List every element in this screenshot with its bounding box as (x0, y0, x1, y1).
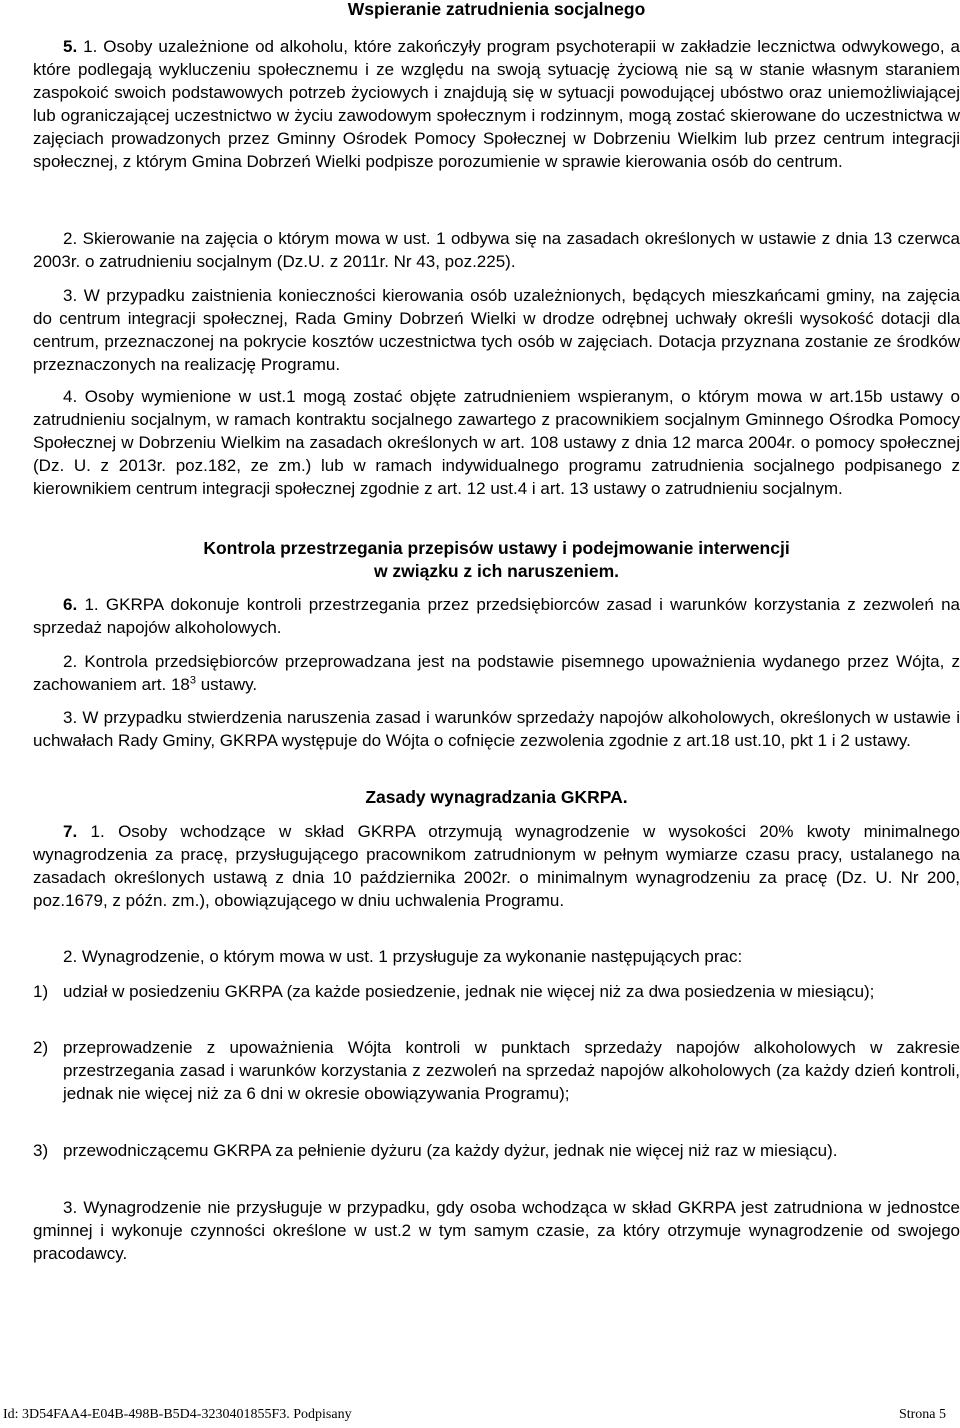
paragraph-5-4: 4. Osoby wymienione w ust.1 mogą zostać objęte zatrudnieniem wspieranym, o którym mowa w art.15b ustawy o zatrudnieniu socjalnym, w ramach kontraktu socjalnego zawartego z pracownikiem socjalnym Gminnego Ośrodka Pomocy Społecznej w Dobrzeniu Wielkim na zasadach określonych w art. 108 ustawy z dnia 12 marca 2004r. o pomocy społecznej (Dz. U. z 2013r. poz.182, ze zm.) lub w ramach indywidualnego programu zatrudnienia socjalnego podpisanego z kierownikiem centrum integracji społecznej zgodnie z art. 12 ust.4 i art. 13 ustawy o zatrudnieniu socjalnym. (33, 387, 960, 499)
page-footer (0, 1405, 960, 1425)
paragraph-5-1: 5. 1. Osoby uzależnione od alkoholu, które zakończyły program psychoterapii w zakładzie lecznictwa odwykowego, a które podlegają wykluczeniu społecznemu i ze względu na swoją sytuację życiową nie są w stanie własnym staraniem zaspokoić swoich podstawowych potrzeb życiowych i znajdują się w sytuacji powodującej ubóstwo oraz uniemożliwiającej lub ograniczającej uczestnictwo w życiu zawodowym społecznym i rodzinnym, mogą zostać skierowane do uczestnictwa w zajęciach prowadzonych przez Gminny Ośrodek Pomocy Społecznej w Dobrzeniu Wielkim lub przez centrum integracji społecznej, z którym Gmina Dobrzeń Wielki podpisze porozumienie w sprawie kierowania osób do centrum. (33, 37, 960, 172)
paragraph-5-3: 3. W przypadku zaistnienia konieczności kierowania osób uzależnionych, będących mieszkańcami gminy, na zajęcia do centrum integracji społecznej, Rada Gminy Dobrzeń Wielki w drodze odrębnej uchwały określi wysokość dotacji dla centrum, przeznaczonej na pokrycie kosztów uczestnictwa tych osób w zajęciach. Dotacja przyznana zostanie ze środków przeznaczonych na realizację Programu. (33, 286, 960, 375)
page-number: Strona 5 (898, 1407, 946, 1422)
paragraph-5-2: 2. Skierowanie na zajęcia o którym mowa w ust. 1 odbywa się na zasadach określonych w ustawie z dnia 13 czerwca 2003r. o zatrudnieniu socjalnym (Dz.U. z 2011r. Nr 43, poz.225). (33, 229, 960, 272)
list-item: 2) przeprowadzenie z upoważnienia Wójta kontroli w punktach sprzedaży napojów alkoholowych w zakresie przestrzegania zasad i warunków korzystania z zezwoleń na sprzedaż napojów alkoholowych (za każdy dzień kontroli, jednak nie więcej niż za 6 dni w okresie obowiązywania Programu); (33, 1038, 960, 1104)
document-id: Id: 3D54FAA4-E04B-498B-B5D4-3230401855F3. Podpisany (3, 1407, 352, 1422)
section-number: 7. (63, 822, 78, 841)
list-item: 1) udział w posiedzeniu GKRPA (za każde posiedzenie, jednak nie więcej niż za dwa posiedzenia w miesiącu); (33, 982, 875, 1001)
section-number: 5. (63, 37, 78, 56)
paragraph-7-2: 2. Wynagrodzenie, o którym mowa w ust. 1 przysługuje za wykonanie następujących prac: (63, 947, 743, 966)
section-number: 6. (63, 595, 78, 614)
section-heading-control-line1: Kontrola przestrzegania przepisów ustawy i podejmowanie interwencji (203, 538, 790, 558)
section-heading-employment: Wspieranie zatrudnienia socjalnego (347, 0, 646, 19)
paragraph-6-1: 6. 1. GKRPA dokonuje kontroli przestrzegania przez przedsiębiorców zasad i warunków korzystania z zezwoleń na sprzedaż napojów alkoholowych. (33, 595, 960, 638)
paragraph-6-2: 2. Kontrola przedsiębiorców przeprowadzana jest na podstawie pisemnego upoważnienia wydanego przez Wójta, z zachowaniem art. $18^3$ ustawy. (33, 652, 960, 695)
paragraph-7-1: 7. 1. Osoby wchodzące w skład GKRPA otrzymują wynagrodzenie w wysokości 20% kwoty minimalnego wynagrodzenia za pracę, przysługującego pracownikom zatrudnionym w pełnym wymiarze czasu pracy, ustalanego na zasadach określonych ustawą z dnia 10 października 2002r. o minimalnym wynagrodzeniu za pracę (Dz. U. Nr 200, poz.1679, z późn. zm.), obowiązującego w dniu uchwalenia Programu. (33, 822, 960, 911)
paragraph-6-3: 3. W przypadku stwierdzenia naruszenia zasad i warunków sprzedaży napojów alkoholowych, określonych w ustawie i uchwałach Rady Gminy, GKRPA występuje do Wójta o cofnięcie zezwolenia zgodnie z art.18 ust.10, pkt 1 i 2 ustawy. (33, 708, 960, 751)
section-heading-control-line2: w związku z ich naruszeniem. (373, 561, 620, 581)
section-heading-remuneration: Zasady wynagradzania GKRPA. (365, 787, 628, 807)
list-item: 3) przewodniczącemu GKRPA za pełnienie dyżuru (za każdy dyżur, jednak nie więcej niż raz w miesiącu). (33, 1141, 838, 1160)
paragraph-7-3: 3. Wynagrodzenie nie przysługuje w przypadku, gdy osoba wchodząca w skład GKRPA jest zatrudniona w jednostce gminnej i wykonuje czynności określone w ust.2 w tym samym czasie, za który otrzymuje wynagrodzenie od swojego pracodawcy. (33, 1198, 960, 1264)
